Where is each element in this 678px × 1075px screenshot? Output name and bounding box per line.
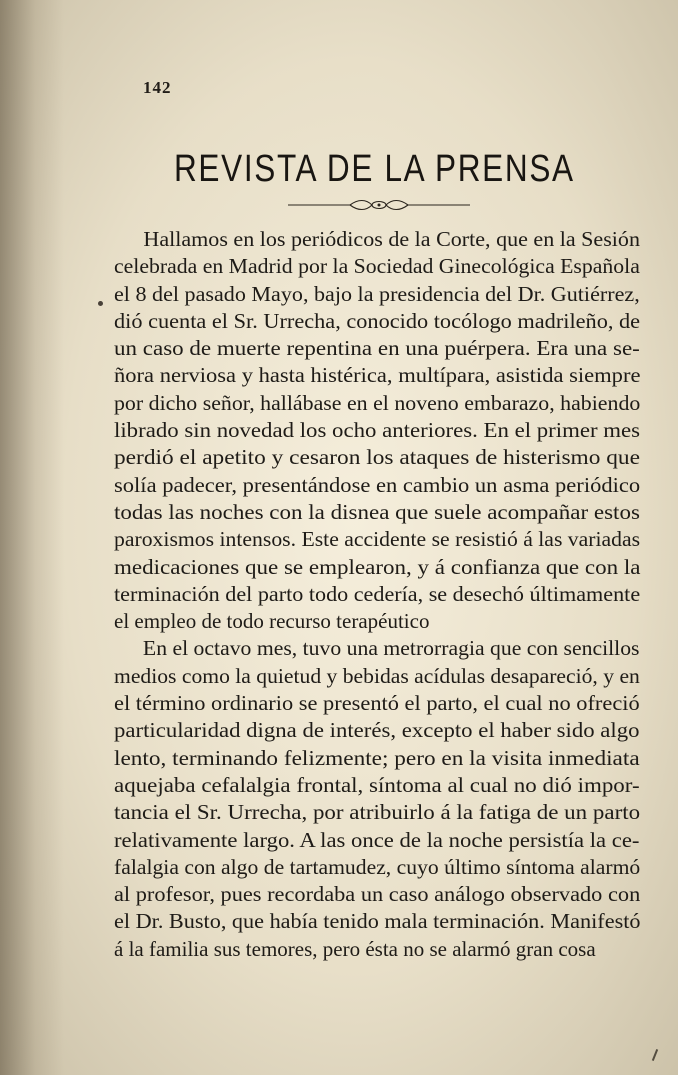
- text-line: todas las noches con la disnea que suele acompañar estos: [114, 499, 640, 524]
- text-line: perdió el apetito y cesaron los ataques de histerismo que: [114, 445, 640, 470]
- text-line: falalgia con algo de tartamudez, cuyo último síntoma alarmó: [114, 854, 641, 879]
- text-line: al profesor, pues recordaba un caso análogo observado con: [114, 882, 641, 907]
- text-line: En el octavo mes, tuvo una metrorragia que con sencillos: [142, 636, 640, 661]
- text-line: particularidad digna de interés, excepto el haber sido algo: [114, 718, 640, 743]
- text-line: Hallamos en los periódicos de la Corte, que en la Sesión: [143, 227, 640, 251]
- text-line: relativamente largo. A las once de la noche persistía la ce-: [114, 827, 640, 852]
- page-number: 142: [143, 78, 172, 97]
- text-line: aquejaba cefalalgia frontal, síntoma al cual no dió impor-: [114, 772, 640, 797]
- text-line: solía padecer, presentándose en cambio un asma periódico: [114, 472, 641, 497]
- text-line: el Dr. Busto, que había tenido mala terminación. Manifestó: [114, 909, 641, 934]
- text-line: paroxismos intensos. Este accidente se resistió á las variadas: [114, 527, 641, 552]
- text-line: medios como la quietud y bebidas acídulas desapareció, y en: [114, 663, 640, 688]
- page-title: REVISTA DE LA PRENSA: [174, 148, 575, 190]
- text-line: librado sin novedad los ocho anteriores. En el primer mes: [114, 418, 641, 443]
- text-line: á la familia sus temores, pero ésta no se alarmó gran cosa: [114, 936, 596, 961]
- binding-shadow: [0, 0, 64, 1075]
- text-line: un caso de muerte repentina en una puérpera. Era una se-: [114, 336, 640, 361]
- article-body: [114, 226, 640, 963]
- text-line: lento, terminando felizmente; pero en la visita inmediata: [114, 745, 640, 770]
- text-line: celebrada en Madrid por la Sociedad Ginecológica Española: [114, 254, 640, 279]
- text-line: tancia el Sr. Urrecha, por atribuirlo á la fatiga de un parto: [114, 800, 641, 825]
- text-line: por dicho señor, hallábase en el noveno embarazo, habiendo: [114, 390, 641, 415]
- text-line: medicaciones que se emplearon, y á confianza que con la: [114, 554, 641, 579]
- title-ornament-icon: [286, 197, 472, 213]
- text-line: el empleo de todo recurso terapéutico: [114, 609, 430, 634]
- text-line: ñora nerviosa y hasta histérica, multípara, asistida siempre: [114, 363, 641, 388]
- text-line: el término ordinario se presentó el parto, el cual no ofreció: [114, 691, 640, 716]
- edge-mark: [652, 1049, 658, 1061]
- ink-speck: [98, 301, 103, 306]
- text-line: terminación del parto todo cedería, se desechó últimamente: [114, 581, 641, 606]
- text-line: dió cuenta el Sr. Urrecha, conocido tocólogo madrileño, de: [114, 308, 641, 333]
- text-line: el 8 del pasado Mayo, bajo la presidencia del Dr. Gutiérrez,: [114, 281, 640, 306]
